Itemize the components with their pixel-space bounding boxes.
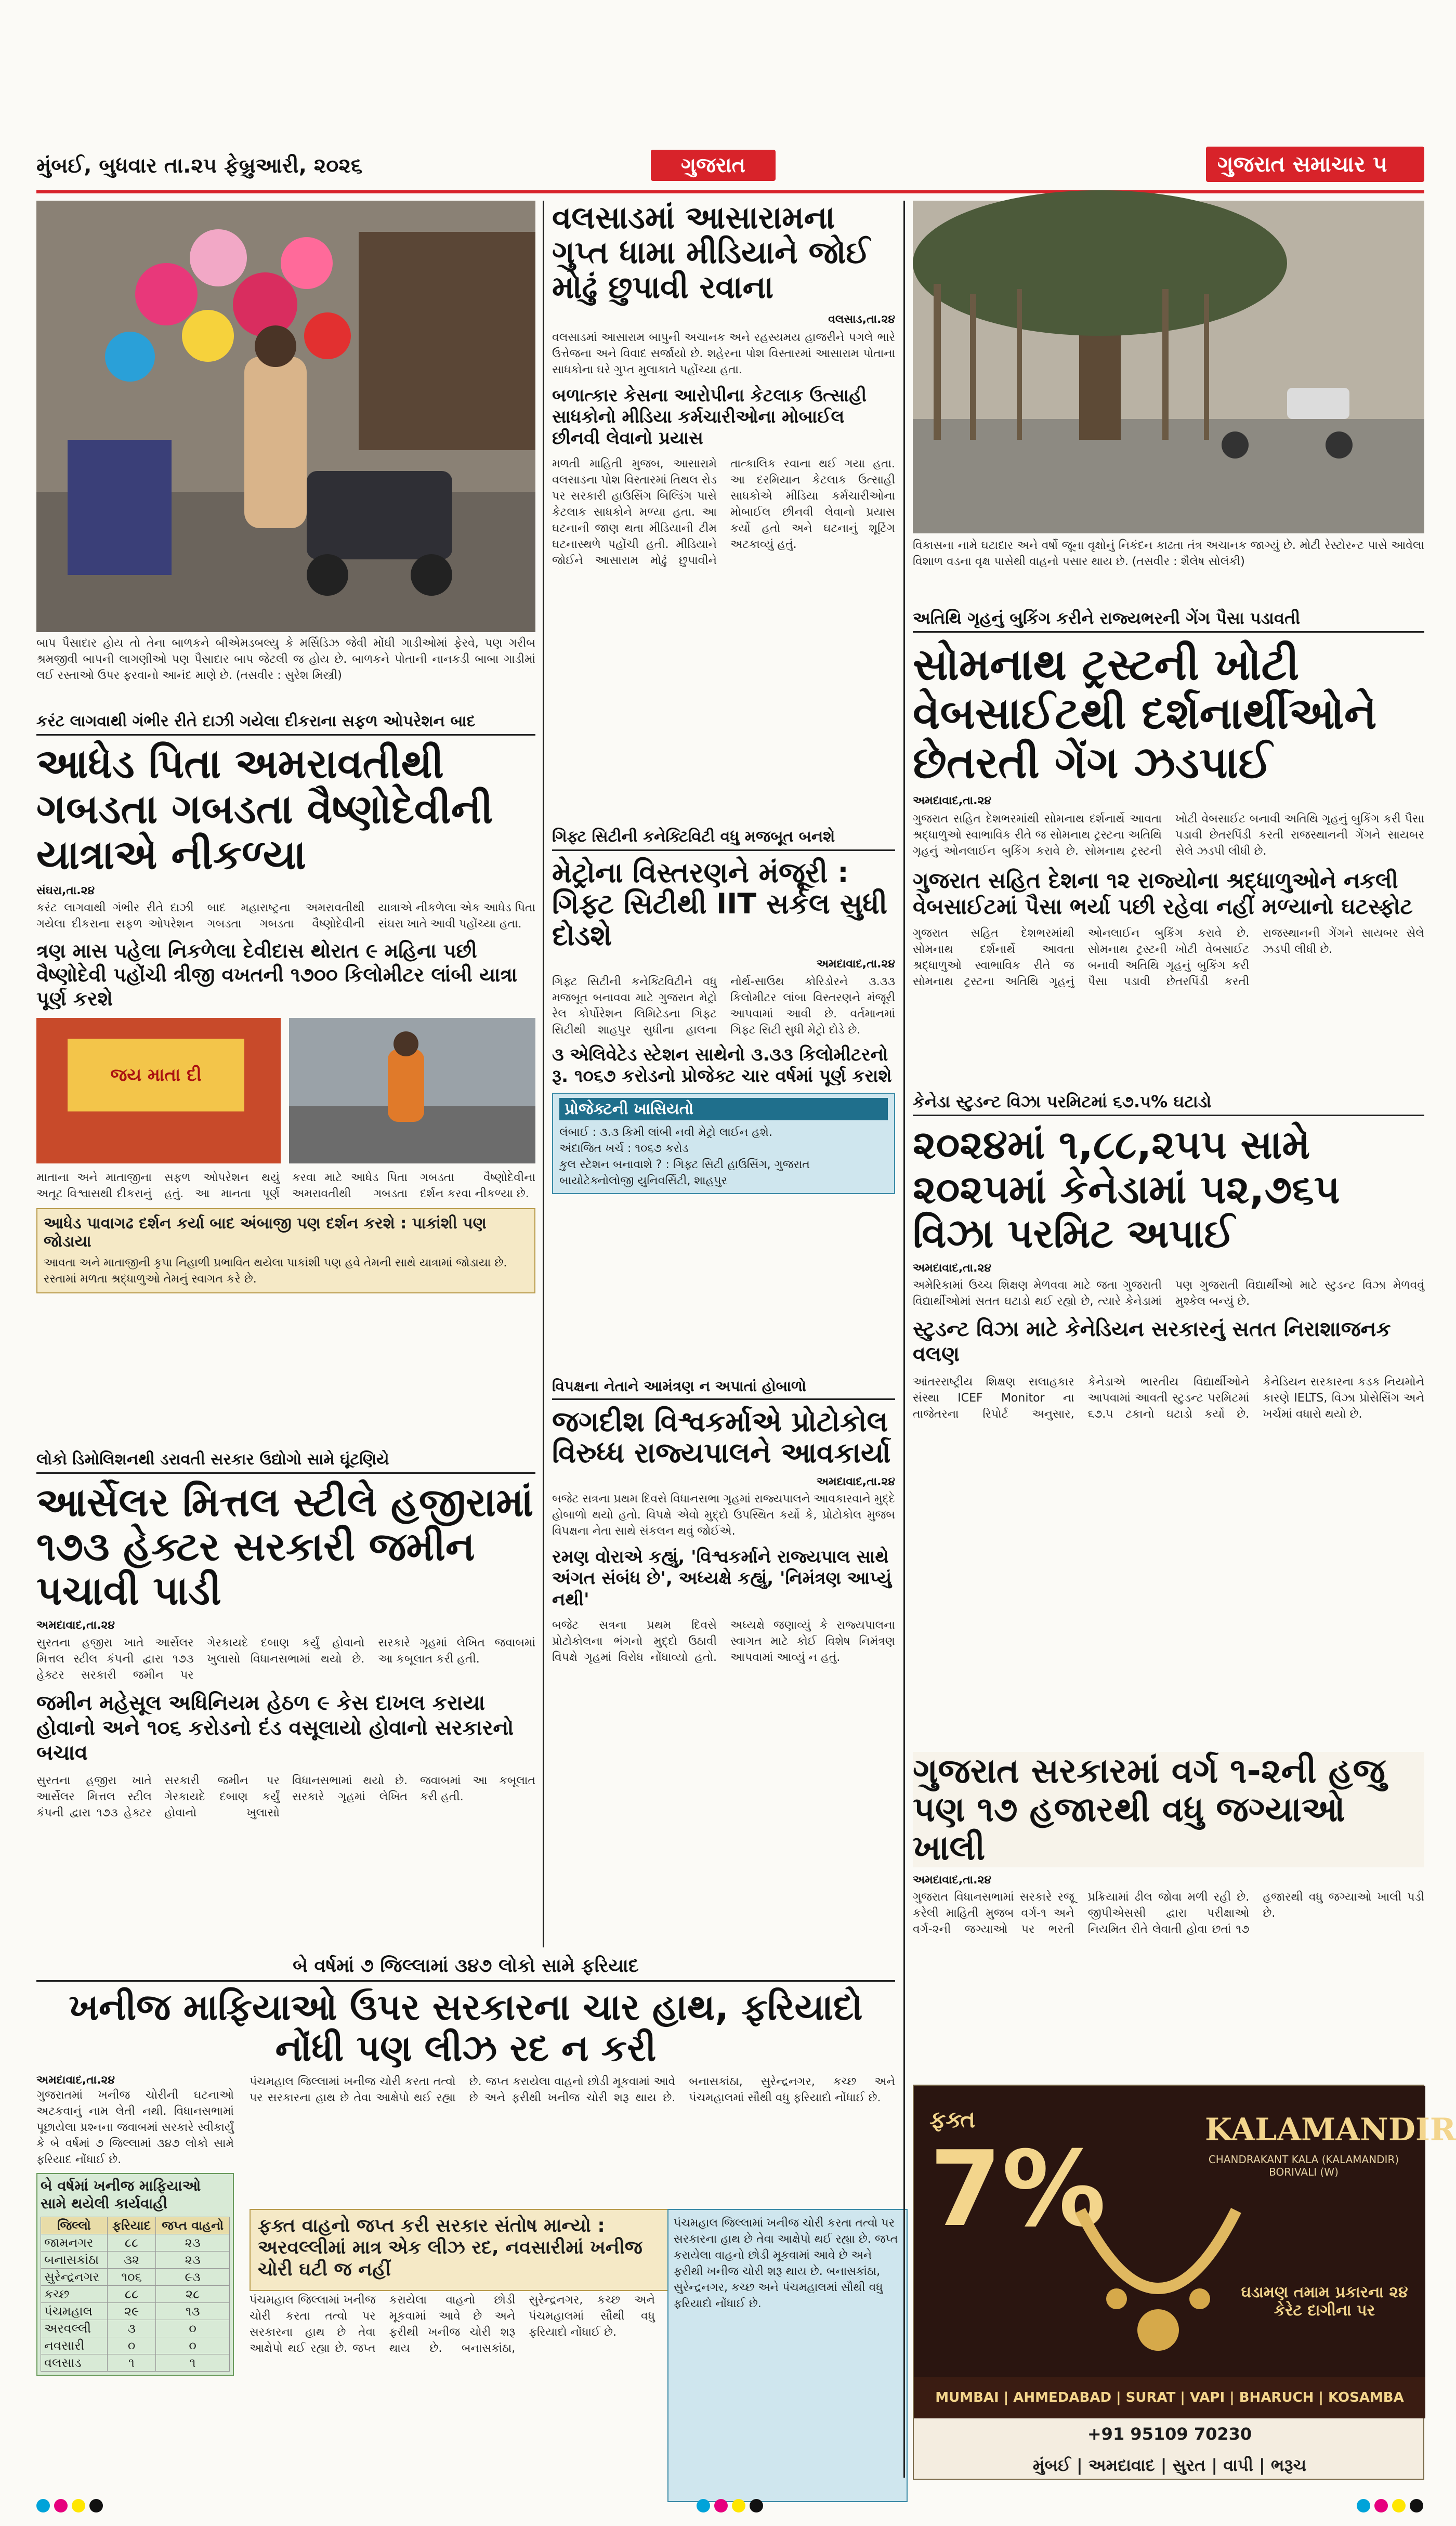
table-cell: જામનગર xyxy=(41,2234,108,2252)
mining-body-area xyxy=(36,2073,898,2500)
photo2-caption: વિકાસના નામે ઘટાદાર અને વર્ષો જૂના વૃક્ષોનું નિકંદન કાઢતા તંત્ર અચાનક જાગ્યું છે. મોટી રેસ્ટોરન્ટ પાસે આવેલા વિશાળ વડના વૃક્ષ પાસેથી વાહનો પસાર થાય છે. (તસવીર : શૈલેષ સોલંકી) xyxy=(913,539,1424,568)
photo-balloon-seller xyxy=(36,201,535,632)
table-row xyxy=(41,2320,230,2337)
table-row xyxy=(41,2337,230,2354)
visa-dateline: અમદાવાદ,તા.૨૪ xyxy=(913,1261,992,1275)
metro-headline: મેટ્રોના વિસ્તરણને મંજૂરી : ગિફ્ટ સિટીથી IIT સર્કલ સુધી દોડશે xyxy=(552,856,888,952)
mining-sidebar-text: પંચમહાલ જિલ્લામાં ખનીજ ચોરી કરતા તત્વો પર સરકારના હાથ છે તેવા આક્ષેપો થઈ રહ્યા છે. જપ્ત કરાયેલા વાહનો છોડી મૂકવામાં આવે છે અને ફરીથી ખનીજ ચોરી શરૂ થાય છે. બનાસકાંઠા, સુરેન્દ્રનગર, કચ્છ અને પંચમહાલમાં સૌથી વધુ ફરિયાદો નોંધાઈ છે. xyxy=(674,2216,898,2310)
table-cell: વલસાડ xyxy=(41,2354,108,2372)
table-cell: ૨૯ xyxy=(107,2303,155,2320)
visa-subhead: સ્ટુડન્ટ વિઝા માટે કેનેડિયન સરકારનું સતત નિરાશાજનક વલણ xyxy=(913,1317,1391,1367)
mining-body: પંચમહાલ જિલ્લામાં ખનીજ ચોરી કરતા તત્વો પર સરકારના હાથ છે તેવા આક્ષેપો થઈ રહ્યા છે. જપ્ત કરાયેલા વાહનો છોડી મૂકવામાં આવે છે અને ફરીથી ખનીજ ચોરી શરૂ થાય છે. બનાસકાંઠા, સુરેન્દ્રનગર, કચ્છ અને પંચમહાલમાં સૌથી વધુ ફરિયાદો નોંધાઈ છે. xyxy=(250,2075,895,2104)
mining-table-header-cell: જિલ્લો xyxy=(41,2217,108,2234)
pilgrim-road-illustration xyxy=(289,1018,535,1163)
mining-table-title: બે વર્ષમાં ખનીજ માફિયાઓ સામે થયેલી કાર્યવાહી xyxy=(41,2177,201,2213)
arcelor-article xyxy=(36,1450,535,1882)
pilgrimage-sidebox-body: આવતા અને માતાજીની કૃપા નિહાળી પ્રભાવિત થયેલા પાકાંશી પણ હવે તેમની સાથે યાત્રામાં જોડાયા છે. રસ્તામાં મળતા શ્રદ્ધાળુઓ તેમનું સ્વાગત કરે છે. xyxy=(44,1257,507,1286)
visa-lead: અમેરિકામાં ઉચ્ચ શિક્ષણ મેળવવા માટે જતા ગુજરાતી વિદ્યાર્થીઓમાં સતત ઘટાડો થઈ રહ્યો છે, ત્યારે કેનેડામાં પણ ગુજરાતી વિદ્યાર્થીઓ માટે સ્ટુડન્ટ વિઝા મેળવવું મુશ્કેલ બન્યું છે. xyxy=(913,1279,1424,1308)
mining-kicker: બે વર્ષમાં ૭ જિલ્લામાં ૩૪૭ લોકો સામે ફરિયાદ xyxy=(36,1955,895,1982)
arcelor-headline: આર્સેલર મિત્તલ સ્ટીલે હજીરામાં ૧૭૩ હેક્ટર સરકારી જમીન પચાવી પાડી xyxy=(36,1479,534,1614)
table-cell: ૯૩ xyxy=(156,2269,230,2286)
pilgrimage-article xyxy=(36,712,535,1424)
mining-table-body xyxy=(41,2234,230,2372)
somnath-dateline: અમદાવાદ,તા.૨૪ xyxy=(913,794,992,807)
vacancy-body: ગુજરાત વિધાનસભામાં સરકારે રજૂ કરેલી માહિતી મુજબ વર્ગ-૧ અને વર્ગ-૨ની જગ્યાઓ પર ભરતી પ્રક્રિયામાં ઢીલ જોવા મળી રહી છે. જીપીએસસી દ્વારા પરીક્ષાઓ નિયમિત રીતે લેવાતી હોવા છતાં ૧૭ હજારથી વધુ જગ્યાઓ ખાલી પડી છે. xyxy=(913,1891,1424,1936)
visa-kicker: કેનેડા સ્ટુડન્ટ વિઝા પરમિટમાં ૬૭.૫% ઘટાડો xyxy=(913,1092,1424,1116)
arcelor-dateline: અમદાવાદ,તા.૨૪ xyxy=(36,1619,115,1632)
metro-body: ગિફ્ટ સિટીની કનેક્ટિવિટીને વધુ મજબૂત બનાવવા માટે ગુજરાત મેટ્રો રેલ કોર્પોરેશન લિમિટેડના ગિફ્ટ સિટીથી શાહપુર સુધીના હાલના નોર્થ-સાઉથ કોરિડોરને ૩.૩૩ કિલોમીટર લાંબા વિસ્તરણને મંજૂરી આપવામાં આવી છે. વર્તમાનમાં ગિફ્ટ સિટી સુધી મેટ્રો દોડે છે. xyxy=(552,975,895,1037)
vacancy-article xyxy=(913,1752,1424,2064)
ad-phone[interactable]: +91 95109 70230 xyxy=(1087,2424,1252,2444)
masthead-rule xyxy=(36,190,1424,193)
metro-highlights-box xyxy=(552,1093,895,1194)
ad-offer-label: ફક્ત xyxy=(929,2106,976,2133)
cyan-mark xyxy=(1357,2499,1370,2512)
pilgrimage-dateline: સંઘરા,તા.૨૪ xyxy=(36,884,95,898)
visa-headline: ૨૦૨૪માં ૧,૮૮,૨૫૫ સામે ૨૦૨૫માં કેનેડામાં ૫૨,૭૬૫ વિઝા પરમિટ અપાઈ xyxy=(913,1121,1340,1257)
ad-brand: KALAMANDIR xyxy=(1205,2112,1456,2148)
mining-headline: ખનીજ માફિયાઓ ઉપર સરકારના ચાર હાથ, ફરિયાદો નોંધી પણ લીઝ રદ ન કરી xyxy=(69,1986,863,2070)
ad-contact xyxy=(914,2418,1425,2481)
magenta-mark xyxy=(1374,2499,1388,2512)
table-row xyxy=(41,2354,230,2372)
column-rule xyxy=(543,201,544,1947)
yellow-mark xyxy=(732,2499,745,2512)
pilgrimage-sidebox-title: આધેડ પાવાગઢ દર્શન કર્યા બાદ અંબાજી પણ દર્શન કરશે : પાકાંશી પણ જોડાયા xyxy=(44,1214,487,1251)
asaram-body: મળતી માહિતી મુજબ, આસારામે વલસાડના પોશ વિસ્તારમાં તિથલ રોડ પર સરકારી હાઉસિંગ બિલ્ડિંગ પાસે કેટલાક સાધકોને મળ્યા હતા. આ ઘટનાની જાણ થતા મીડિયાની ટીમ ઘટનાસ્થળે પહોંચી હતી. મીડિયાને જોઈને આસારામ મોઢું છુપાવીને તાત્કાલિક રવાના થઈ ગયા હતા. આ દરમિયાન કેટલાક ઉત્સાહી સાધકોએ મીડિયા કર્મચારીઓના મોબાઈલ છીનવી લેવાનો પ્રયાસ કર્યો હતો અને ઘટનાનું શૂટિંગ અટકાવ્યું હતું. xyxy=(552,457,895,568)
pilgrim-cart-photo xyxy=(36,1018,281,1163)
asaram-lead: વલસાડમાં આસારામ બાપુની અચાનક અને રહસ્યમય હાજરીને પગલે ભારે ઉત્તેજના અને વિવાદ સર્જાયો છે. શહેરના પોશ વિસ્તારમાં આસારામ પોતાના સાધકોના ઘરે ગુપ્ત મુલાકાતે પહોંચ્યા હતા. xyxy=(552,331,895,376)
black-mark xyxy=(750,2499,763,2512)
asaram-headline: વલસાડમાં આસારામના ગુપ્ત ધામા મીડિયાને જોઈ મોઢું છુપાવી રવાના xyxy=(552,200,870,306)
photo-banyan-tree xyxy=(913,201,1424,533)
table-cell: ૮૮ xyxy=(107,2234,155,2252)
arcelor-body: સુરતના હજીરા ખાતે આર્સેલર મિત્તલ સ્ટીલ કંપની દ્વારા ૧૭૩ હેક્ટર સરકારી જમીન પર ગેરકાયદે દબાણ કર્યું હોવાનો ખુલાસો વિધાનસભામાં થયો છે. સરકારે ગૃહમાં લેખિત જવાબમાં આ કબૂલાત કરી હતી. xyxy=(36,1636,535,1682)
protocol-headline: જગદીશ વિશ્વકર્માએ પ્રોટોકોલ વિરુધ્ધ રાજ્યપાલને આવકાર્યા xyxy=(552,1405,891,1470)
arcelor-kicker: લોકો ડિમોલિશનથી ડરાવતી સરકાર ઉદ્યોગો સામે ઘૂંટણિયે xyxy=(36,1450,535,1474)
ad-footer: MUMBAI | AHMEDABAD | SURAT | VAPI | BHARUCH | KOSAMBA xyxy=(914,2377,1425,2418)
protocol-lead: બજેટ સત્રના પ્રથમ દિવસે વિધાનસભા ગૃહમાં રાજ્યપાલને આવકારવાને મુદ્દે હોબાળો થયો હતો. વિપક્ષે એવો મુદ્દો ઉપસ્થિત કર્યો કે, પ્રોટોકોલ મુજબ વિપક્ષના નેતા સાથે સંકલન થવું જોઈએ. xyxy=(552,1492,895,1538)
protocol-body: બજેટ સત્રના પ્રથમ દિવસે પ્રોટોકોલના ભંગનો મુદ્દો ઉઠાવી વિપક્ષે ગૃહમાં વિરોધ નોંધાવ્યો હતો. અધ્યક્ષે જણાવ્યું કે રાજ્યપાલના સ્વાગત માટે કોઈ વિશેષ નિમંત્રણ આપવામાં આવ્યું ન હતું. xyxy=(552,1619,895,1665)
visa-article xyxy=(913,1092,1424,1731)
asaram-dateline: વલસાડ,તા.૨૪ xyxy=(828,312,895,326)
visa-body: આંતરરાષ્ટ્રીય શિક્ષણ સલાહકાર સંસ્થા ICEF Monitor ના તાજેતરના રિપોર્ટ અનુસાર, કેનેડાએ ભારતીય વિદ્યાર્થીઓને આપવામાં આવતી સ્ટુડન્ટ પરમિટમાં ૬૭.૫ ટકાનો ઘટાડો કર્યો છે. કેનેડિયન સરકારના કડક નિયમોને કારણે IELTS, વિઝા પ્રોસેસિંગ અને ખર્ચમાં વધારો થયો છે. xyxy=(913,1376,1424,1421)
photo1-caption: બાપ પૈસાદાર હોય તો તેના બાળકને બીએમડબલ્યુ કે મર્સિડિઝ જેવી મોંઘી ગાડીઓમાં ફેરવે, પણ ગરીબ શ્રમજીવી બાપની લાગણીઓ પણ પૈસાદાર બાપ જેટલી જ હોય છે. બાળકને પોતાની નાનકડી બાબા ગાડીમાં લઈ રસ્તાઓ ઉપર ફરવાનો આનંદ માણે છે. (તસવીર : સુરેશ મિસ્ત્રી) xyxy=(36,637,535,682)
balloon-seller-illustration xyxy=(36,201,535,632)
table-cell: ૦ xyxy=(156,2320,230,2337)
table-cell: ૩૨ xyxy=(107,2252,155,2269)
pilgrimage-sidebox xyxy=(36,1208,535,1293)
table-cell: ૮૮ xyxy=(107,2286,155,2303)
table-cell: ૨૩ xyxy=(156,2234,230,2252)
protocol-kicker: વિપક્ષના નેતાને આમંત્રણ ન અપાતાં હોબાળો xyxy=(552,1378,895,1400)
ad-brand-sub: CHANDRAKANT KALA (KALAMANDIR) BORIVALI (W) xyxy=(1208,2153,1399,2178)
protocol-article xyxy=(552,1378,895,1944)
ad-cities: મુંબઈ | અમદાવાદ | સુરત | વાપી | ભરૂચ xyxy=(1032,2455,1307,2475)
somnath-body: ગુજરાત સહિત દેશભરમાંથી સોમનાથ દર્શનાર્થે આવતા શ્રદ્ધાળુઓ સ્વાભાવિક રીતે જ સોમનાથ ટ્રસ્ટના અતિથિ ગૃહનું ઓનલાઈન બુકિંગ કરાવે છે. સોમનાથ ટ્રસ્ટની ખોટી વેબસાઈટ બનાવી અતિથિ ગૃહનું બુકિંગ કરી પૈસા પડાવી છેતરપિંડી કરતી રાજસ્થાનની ગેંગને સાયબર સેલે ઝડપી લીધી છે. xyxy=(913,813,1424,858)
metro-article xyxy=(552,828,895,1373)
table-cell: નવસારી xyxy=(41,2337,108,2354)
mining-lead-col xyxy=(36,2074,234,2376)
cyan-mark xyxy=(697,2499,710,2512)
magenta-mark xyxy=(54,2499,68,2512)
metro-subhead: ૩ એલિવેટેડ સ્ટેશન સાથેનો ૩.૩૩ કિલોમીટરનો રૂ. ૧૦૬૭ કરોડનો પ્રોજેક્ટ ચાર વર્ષમાં પૂર્ણ કરાશે xyxy=(552,1044,892,1087)
arcelor-body-2: સુરતના હજીરા ખાતે આર્સેલર મિત્તલ સ્ટીલ કંપની દ્વારા ૧૭૩ હેક્ટર સરકારી જમીન પર ગેરકાયદે દબાણ કર્યું હોવાનો ખુલાસો વિધાનસભામાં થયો છે. સરકારે ગૃહમાં લેખિત જવાબમાં આ કબૂલાત કરી હતી. xyxy=(36,1774,535,1820)
yellow-mark xyxy=(72,2499,85,2512)
pilgrimage-kicker: કરંટ લાગવાથી ગંભીર રીતે દાઝી ગયેલા દીકરાના સફળ ઓપરેશન બાદ xyxy=(36,712,535,736)
table-cell: બનાસકાંઠા xyxy=(41,2252,108,2269)
metro-highlight-3: કુલ સ્ટેશન બનાવાશે ? : ગિફ્ટ સિટી હાઉસિંગ, ગુજરાત બાયોટેક્નોલોજી યુનિવર્સિટી, શાહપુર xyxy=(559,1158,810,1188)
pilgrimage-photos xyxy=(36,1018,535,1163)
vacancy-headline: ગુજરાત સરકારમાં વર્ગ ૧-૨ની હજુ પણ ૧૭ હજારથી વધુ જગ્યાઓ ખાલી xyxy=(913,1752,1424,1867)
cart-banner: જય માતા દી xyxy=(68,1039,244,1111)
column-rule xyxy=(903,201,905,2478)
asaram-subhead: બળાત્કાર કેસના આરોપીના કેટલાક ઉત્સાહી સાધકોનો મીડિયા કર્મચારીઓના મોબાઈલ છીનવી લેવાનો પ્રયાસ xyxy=(552,385,867,449)
metro-highlight-1: લંબાઈ : ૩.૩ કિમી લાંબી નવી મેટ્રો લાઈન હશે. xyxy=(559,1126,772,1140)
ad-hero xyxy=(914,2086,1456,2377)
date-line: મુંબઈ, બુધવાર તા.૨૫ ફેબ્રુઆરી, ૨૦૨૬ xyxy=(36,154,363,178)
pilgrim-road-photo xyxy=(289,1018,535,1163)
pilgrimage-lead: કરંટ લાગવાથી ગંભીર રીતે દાઝી ગયેલા દીકરાના સફળ ઓપરેશન બાદ મહારાષ્ટ્રના અમરાવતીથી ગબડતા ગબડતા વૈષ્ણોદેવીની યાત્રાએ નીકળેલા એક આધેડ પિતા સંઘરા ખાતે આવી પહોંચ્યા હતા. xyxy=(36,901,535,931)
necklace-icon xyxy=(1070,2200,1247,2366)
metro-kicker: ગિફ્ટ સિટીની કનેક્ટિવિટી વધુ મજબૂત બનશે xyxy=(552,828,895,851)
table-cell: કચ્છ xyxy=(41,2286,108,2303)
table-row xyxy=(41,2286,230,2303)
yellow-mark xyxy=(1392,2499,1406,2512)
mining-dateline: અમદાવાદ,તા.૨૪ xyxy=(36,2073,115,2087)
table-row xyxy=(41,2303,230,2320)
mining-table xyxy=(41,2217,230,2372)
cyan-mark xyxy=(36,2499,50,2512)
metro-dateline: અમદાવાદ,તા.૨૪ xyxy=(816,958,895,971)
table-cell: ૧ xyxy=(107,2354,155,2372)
black-mark xyxy=(1410,2499,1423,2512)
mining-callout xyxy=(250,2209,672,2291)
protocol-quote: રમણ વોરાએ કહ્યું, 'વિશ્વકર્માને રાજ્યપાલ સાથે અંગત સંબંધ છે', અધ્યક્ષે કહ્યું, 'નિમંત્રણ આપ્યું નથી' xyxy=(552,1546,892,1610)
protocol-dateline: અમદાવાદ,તા.૨૪ xyxy=(816,1475,895,1488)
black-mark xyxy=(89,2499,103,2512)
asaram-article xyxy=(552,201,895,814)
table-row xyxy=(41,2234,230,2252)
print-registration-marks xyxy=(0,2495,1455,2516)
table-cell: ૨૮ xyxy=(156,2286,230,2303)
mining-table-header-cell: જપ્ત વાહનો xyxy=(156,2217,230,2234)
banyan-tree-illustration xyxy=(913,201,1424,533)
mining-table-box xyxy=(36,2173,234,2376)
table-cell: ૨૩ xyxy=(156,2252,230,2269)
jewellery-advertisement[interactable] xyxy=(913,2085,1456,2480)
table-cell: ૩ xyxy=(107,2320,155,2337)
table-cell: પંચમહાલ xyxy=(41,2303,108,2320)
table-cell: ૦ xyxy=(156,2337,230,2354)
vacancy-dateline: અમદાવાદ,તા.૨૪ xyxy=(913,1873,992,1887)
pilgrimage-subhead: ત્રણ માસ પહેલા નિકળેલા દેવીદાસ થોરાત ૯ મહિના પછી વૈષ્ણોદેવી પહોંચી ત્રીજી વખતની ૧૭૦૦ કિલોમીટર લાંબી યાત્રા પૂર્ણ કરશે xyxy=(36,939,518,1010)
mining-sidebar xyxy=(667,2209,908,2502)
mining-table-header-cell: ફરિયાદ xyxy=(107,2217,155,2234)
table-cell: ૦ xyxy=(107,2337,155,2354)
ad-offer: 7% xyxy=(929,2129,1106,2250)
table-cell: ૧૦૬ xyxy=(107,2269,155,2286)
table-cell: સુરેન્દ્રનગર xyxy=(41,2269,108,2286)
magenta-mark xyxy=(714,2499,728,2512)
metro-highlight-2: અંદાજિત ખર્ચ : ૧૦૬૭ કરોડ xyxy=(559,1142,689,1156)
pilgrimage-headline: આધેડ પિતા અમરાવતીથી ગબડતા ગબડતા વૈષ્ણોદેવીની યાત્રાએ નીકળ્યા xyxy=(36,741,493,879)
table-cell: અરવલ્લી xyxy=(41,2320,108,2337)
section-label: ગુજરાત xyxy=(651,150,776,181)
table-row xyxy=(41,2252,230,2269)
somnath-kicker: અતિથિ ગૃહનું બુકિંગ કરીને રાજ્યભરની ગેંગ પૈસા પડાવતી xyxy=(913,608,1424,633)
arcelor-subhead: જમીન મહેસૂલ અધિનિયમ હેઠળ ૯ કેસ દાખલ કરાયા હોવાનો અને ૧૦૬ કરોડનો દંડ વસૂલાયો હોવાનો સરકારનો બચાવ xyxy=(36,1691,514,1765)
mining-body-2: પંચમહાલ જિલ્લામાં ખનીજ ચોરી કરતા તત્વો પર સરકારના હાથ છે તેવા આક્ષેપો થઈ રહ્યા છે. જપ્ત કરાયેલા વાહનો છોડી મૂકવામાં આવે છે અને ફરીથી ખનીજ ચોરી શરૂ થાય છે. બનાસકાંઠા, સુરેન્દ્રનગર, કચ્છ અને પંચમહાલમાં સૌથી વધુ ફરિયાદો નોંધાઈ છે. xyxy=(250,2293,655,2355)
table-row xyxy=(41,2269,230,2286)
mining-table-header xyxy=(41,2217,230,2234)
newspaper-title: ગુજરાત સમાચાર ૫ xyxy=(1206,147,1424,182)
somnath-body-2: ગુજરાત સહિત દેશભરમાંથી સોમનાથ દર્શનાર્થે આવતા શ્રદ્ધાળુઓ સ્વાભાવિક રીતે જ સોમનાથ ટ્રસ્ટના અતિથિ ગૃહનું ઓનલાઈન બુકિંગ કરાવે છે. સોમનાથ ટ્રસ્ટની ખોટી વેબસાઈટ બનાવી અતિથિ ગૃહનું બુકિંગ કરી પૈસા પડાવી છેતરપિંડી કરતી રાજસ્થાનની ગેંગને સાયબર સેલે ઝડપી લીધી છે. xyxy=(913,926,1424,988)
ad-tagline: ઘડામણ તમામ પ્રકારના ૨૪ કેરેટ દાગીના પર xyxy=(1241,2283,1408,2320)
mining-article xyxy=(36,1955,898,2485)
somnath-article xyxy=(913,608,1424,1087)
somnath-headline: સોમનાથ ટ્રસ્ટની ખોટી વેબસાઈટથી દર્શનાર્થીઓને છેતરતી ગેંગ ઝડપાઈ xyxy=(913,639,1377,788)
metro-highlights-title: પ્રોજેક્ટની ખાસિયતો xyxy=(559,1098,888,1120)
table-cell: ૧ xyxy=(156,2354,230,2372)
pilgrimage-body: માતાના અને માતાજીના અતૂટ વિશ્વાસથી દીકરાનું સફળ ઓપરેશન થયું હતું. આ માનતા પૂર્ણ કરવા માટે આધેડ પિતા અમરાવતીથી ગબડતા ગબડતા વૈષ્ણોદેવીના દર્શન કરવા નીકળ્યા છે. xyxy=(36,1171,535,1201)
mining-callout-text: ફક્ત વાહનો જપ્ત કરી સરકાર સંતોષ માન્યો : અરવલ્લીમાં માત્ર એક લીઝ રદ, નવસારીમાં ખનીજ ચોરી ઘટી જ નહીં xyxy=(258,2215,642,2280)
mining-lead: ગુજરાતમાં ખનીજ ચોરીની ઘટનાઓ અટકવાનું નામ લેતી નથી. વિધાનસભામાં પૂછાયેલા પ્રશ્નના જવાબમાં સરકારે સ્વીકાર્યું કે બે વર્ષમાં ૭ જિલ્લામાં ૩૪૭ લોકો સામે ફરિયાદ નોંધાઈ છે. xyxy=(36,2089,234,2167)
table-cell: ૧૩ xyxy=(156,2303,230,2320)
somnath-subhead: ગુજરાત સહિત દેશના ૧૨ રાજ્યોના શ્રદ્ધાળુઓને નકલી વેબસાઈટમાં પૈસા ભર્યા પછી રહેવા નહીં મળ્યાનો ઘટસ્ફોટ xyxy=(913,868,1413,920)
